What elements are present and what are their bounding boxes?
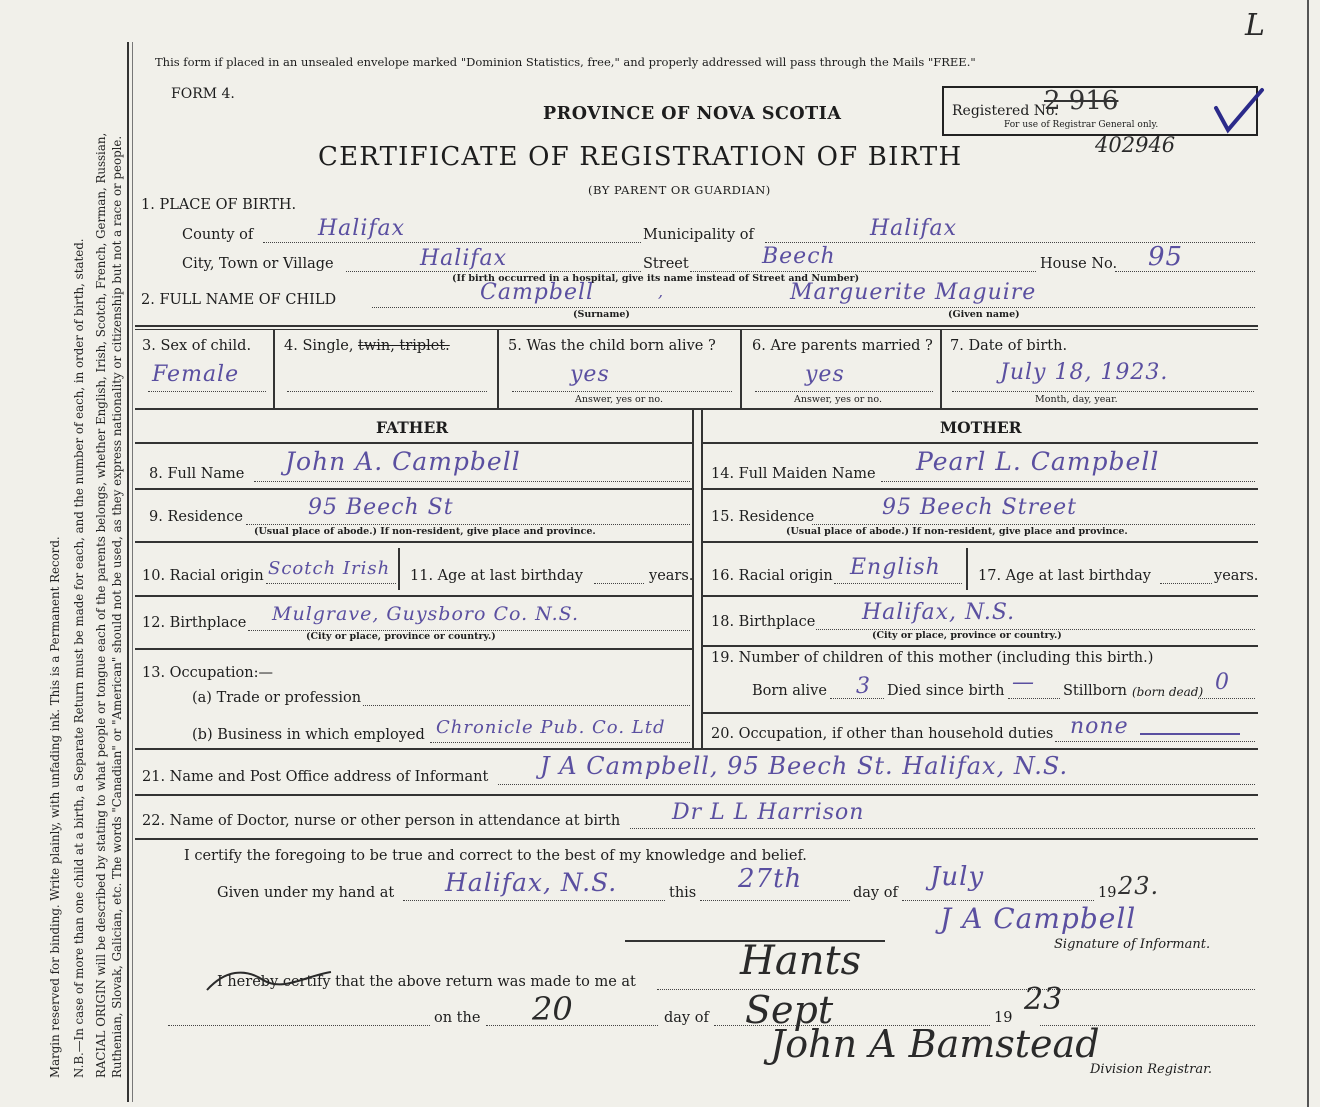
alive-value: yes [570, 362, 610, 387]
margin-note-4: Ruthenian, Slovak, Galician, etc. The words "Canadian" or "American" should not be used, as they express nationality or citizenship but not a race or people. [110, 135, 124, 1078]
division-registrar-caption: Division Registrar. [1090, 1062, 1212, 1077]
father-residence-caption: (Usual place of abode.) If non-resident, give place and province. [254, 526, 596, 537]
dob-label: 7. Date of birth. [950, 338, 1068, 354]
business-label: (b) Business in which employed [192, 727, 425, 743]
given-caption: (Given name) [948, 309, 1020, 320]
twin-triplet-label: twin, triplet. [358, 338, 450, 354]
mother-residence-label: 15. Residence [711, 509, 815, 525]
father-birthplace: Mulgrave, Guysboro Co. N.S. [272, 603, 580, 625]
mother-race-label: 16. Racial origin [711, 568, 833, 584]
mother-occupation-label: 20. Occupation, if other than household duties [711, 726, 1054, 742]
registrar-day-of-label: day of [664, 1010, 709, 1026]
margin-note-3: RACIAL ORIGIN will be described by stating to what people or tongue each of the parents belongs, whether English, Irish, Scotch, French, German, Russian, [94, 132, 108, 1078]
stillborn-note: (born dead) [1132, 685, 1204, 699]
given-at-label: Given under my hand at [217, 885, 395, 901]
mother-age-unit: years. [1214, 568, 1259, 584]
municipality-label: Municipality of [643, 227, 754, 243]
alive-label: 5. Was the child born alive ? [508, 338, 716, 354]
father-race: Scotch Irish [268, 558, 391, 579]
father-age-unit: years. [649, 568, 694, 584]
mother-occupation: none [1070, 714, 1129, 739]
hospital-note: (If birth occurred in a hospital, give its name instead of Street and Number) [452, 273, 860, 284]
born-alive-label: Born alive [752, 683, 827, 699]
dob-caption: Month, day, year. [1035, 394, 1118, 405]
page-title: CERTIFICATE OF REGISTRATION OF BIRTH [318, 142, 963, 172]
mother-residence-caption: (Usual place of abode.) If non-resident, give place and province. [786, 526, 1128, 537]
sex-label: 3. Sex of child. [142, 338, 252, 354]
on-the-label: on the [434, 1010, 481, 1026]
registered-label: Registered No. [952, 103, 1059, 119]
born-alive-value: 3 [856, 674, 871, 699]
binding-margin [0, 0, 130, 1107]
this-label: this [669, 885, 697, 901]
married-caption: Answer, yes or no. [794, 394, 883, 405]
check-mark-icon [1210, 86, 1270, 136]
registrar-pen-stroke [205, 962, 335, 1002]
cert-day-of-label: day of [853, 885, 898, 901]
father-race-label: 10. Racial origin [142, 568, 264, 584]
mother-age-label: 17. Age at last birthday [978, 568, 1151, 584]
corner-mark: L [1245, 8, 1265, 43]
place-of-birth-heading: 1. PLACE OF BIRTH. [141, 197, 297, 213]
doctor-label: 22. Name of Doctor, nurse or other person in attendance at birth [142, 813, 621, 829]
street-value: Beech [762, 244, 836, 269]
father-age-label: 11. Age at last birthday [410, 568, 583, 584]
trade-label: (a) Trade or profession [192, 690, 362, 706]
mother-residence: 95 Beech Street [882, 495, 1077, 520]
registrar-month: Sept [745, 988, 834, 1032]
margin-rule-inner [132, 42, 133, 1102]
informant-signature: J A Campbell [940, 902, 1137, 935]
died-label: Died since birth [887, 683, 1005, 699]
father-business: Chronicle Pub. Co. Ltd [436, 717, 666, 738]
father-residence-label: 9. Residence [149, 509, 243, 525]
father-name-label: 8. Full Name [149, 466, 245, 482]
single-label: 4. Single, [284, 338, 354, 354]
registrar-statement: I hereby certify that the above return was made to me at [217, 974, 636, 990]
surname-caption: (Surname) [573, 309, 630, 320]
father-heading: FATHER [376, 418, 449, 437]
margin-note-1: Margin reserved for binding. Write plainly, with unfading ink. This is a Permanent Record. [48, 536, 62, 1078]
father-birthplace-label: 12. Birthplace [142, 615, 247, 631]
mail-note: This form if placed in an unsealed envelope marked "Dominion Statistics, free," and properly addressed will pass through the Mails "FREE." [155, 55, 976, 69]
stillborn-label: Stillborn [1063, 683, 1127, 699]
mother-name: Pearl L. Campbell [916, 447, 1160, 476]
registrar-day: 20 [532, 990, 573, 1028]
municipality-value: Halifax [870, 216, 958, 241]
mother-birthplace: Halifax, N.S. [862, 600, 1016, 625]
registrar-note: For use of Registrar General only. [1004, 120, 1159, 130]
stillborn-value: 0 [1215, 670, 1230, 695]
margin-rule [127, 42, 129, 1102]
house-value: 95 [1148, 242, 1184, 272]
right-edge [1307, 0, 1309, 1107]
house-label: House No. [1040, 256, 1118, 272]
registered-number: 2 916 [1044, 86, 1119, 116]
father-birthplace-caption: (City or place, province or country.) [306, 631, 496, 642]
mother-birthplace-caption: (City or place, province or country.) [872, 630, 1062, 641]
registrar-signature: John A Bamstead [770, 1022, 1100, 1066]
form-number: FORM 4. [171, 86, 235, 102]
city-label: City, Town or Village [182, 256, 334, 272]
mother-birthplace-label: 18. Birthplace [711, 614, 816, 630]
doctor-value: Dr L L Harrison [672, 800, 865, 825]
child-surname: Campbell [480, 280, 595, 305]
margin-note-2: N.B.—In case of more than one child at a birth, a Separate Return must be made for each, and the number of each, in order of birth, stated. [72, 238, 86, 1078]
died-value: — [1012, 670, 1035, 695]
married-value: yes [805, 362, 845, 387]
sex-value: Female [152, 362, 240, 387]
dob-value: July 18, 1923. [1000, 360, 1169, 385]
cert-month: July [930, 862, 985, 892]
city-value: Halifax [420, 246, 508, 271]
street-label: Street [643, 256, 689, 272]
cert-year-prefix: 19 [1098, 885, 1117, 901]
registrar-place: Hants [740, 938, 862, 984]
informant-value: J A Campbell, 95 Beech St. Halifax, N.S. [540, 752, 1069, 780]
county-label: County of [182, 227, 254, 243]
alive-caption: Answer, yes or no. [575, 394, 664, 405]
informant-label: 21. Name and Post Office address of Informant [142, 769, 489, 785]
county-value: Halifax [318, 216, 406, 241]
cert-year: 23. [1118, 872, 1160, 900]
child-name-label: 2. FULL NAME OF CHILD [141, 292, 337, 308]
married-label: 6. Are parents married ? [752, 338, 933, 354]
father-occupation-label: 13. Occupation:— [142, 665, 273, 681]
mother-name-label: 14. Full Maiden Name [711, 466, 876, 482]
informant-signature-caption: Signature of Informant. [1054, 937, 1211, 952]
province-heading: PROVINCE OF NOVA SCOTIA [543, 104, 842, 124]
father-residence: 95 Beech St [308, 495, 454, 520]
page-subtitle: (BY PARENT OR GUARDIAN) [588, 183, 771, 197]
certify-statement: I certify the foregoing to be true and correct to the best of my knowledge and belief. [184, 848, 807, 864]
handwritten-number: 402946 [1095, 133, 1176, 157]
given-place: Halifax, N.S. [445, 868, 618, 897]
child-given-name: Marguerite Maguire [790, 280, 1037, 305]
father-name: John A. Campbell [285, 447, 521, 476]
children-count-label: 19. Number of children of this mother (including this birth.) [711, 650, 1154, 666]
registrar-year: 23 [1024, 982, 1063, 1017]
mother-heading: MOTHER [940, 418, 1022, 437]
mother-race: English [850, 555, 941, 580]
registrar-year-prefix: 19 [994, 1010, 1013, 1026]
cert-day: 27th [738, 864, 803, 894]
